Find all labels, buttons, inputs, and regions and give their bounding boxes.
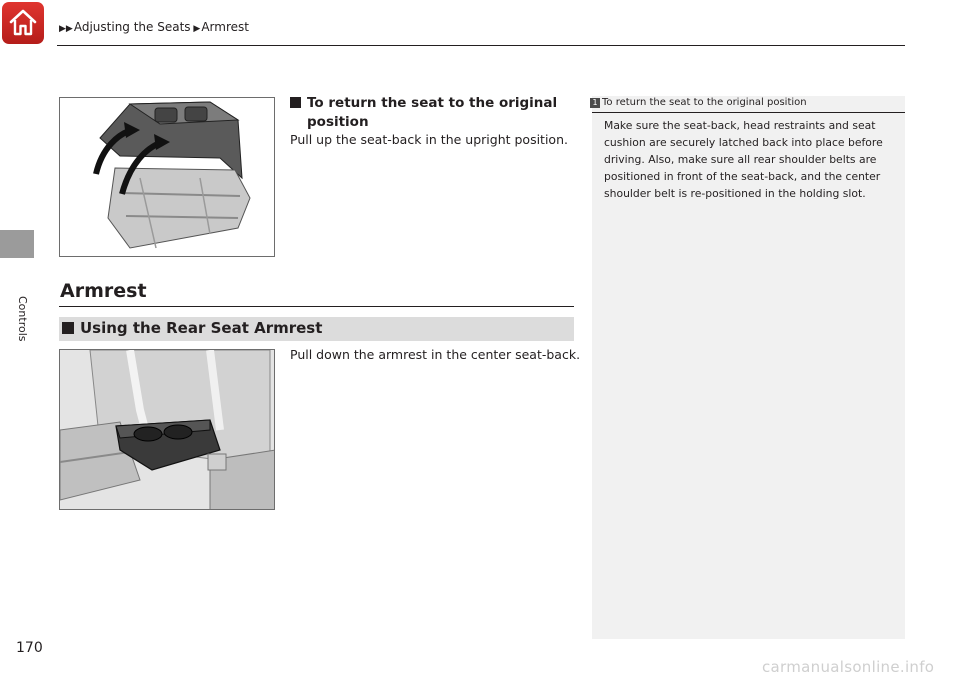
breadcrumb-arrow-icon: ▶▶	[59, 24, 73, 34]
breadcrumb-item-seats[interactable]: Adjusting the Seats	[73, 20, 191, 34]
section-tab-marker	[0, 230, 34, 258]
section-title-armrest: Armrest	[60, 280, 147, 302]
note-line: shoulder belt is re-positioned in the holding slot.	[604, 187, 866, 200]
home-button[interactable]	[2, 2, 44, 44]
note-line: cushion are securely latched back into place before	[604, 136, 883, 149]
note-line: positioned in front of the seat-back, and the center	[604, 170, 881, 183]
breadcrumb-item-armrest[interactable]: Armrest	[201, 20, 249, 34]
page-number: 170	[16, 640, 43, 656]
watermark: carmanualsonline.info	[762, 658, 935, 676]
square-bullet-icon	[62, 322, 74, 334]
note-line: Make sure the seat-back, head restraints and seat	[604, 119, 876, 132]
seat-return-illustration	[59, 97, 275, 257]
subsection-heading-return-seat: To return the seat to the original position	[290, 94, 557, 132]
note-heading: 1 To return the seat to the original position	[590, 97, 807, 108]
section-divider	[59, 306, 574, 307]
note-number-badge: 1	[590, 98, 600, 108]
square-bullet-icon	[290, 97, 301, 108]
armrest-instruction: Pull down the armrest in the center seat-back.	[290, 347, 581, 362]
armrest-illustration	[59, 349, 275, 510]
note-divider	[592, 112, 905, 113]
section-tab-label: Controls	[16, 296, 29, 342]
breadcrumb-arrow-icon: ▶	[190, 24, 201, 34]
header-divider	[57, 45, 905, 46]
return-seat-instruction: Pull up the seat-back in the upright position.	[290, 132, 568, 147]
breadcrumb	[59, 20, 249, 34]
home-icon	[7, 7, 39, 39]
note-line: driving. Also, make sure all rear shoulder belts are	[604, 153, 877, 166]
subsection-heading-rear-armrest: Using the Rear Seat Armrest	[62, 319, 322, 337]
note-body	[604, 117, 894, 202]
